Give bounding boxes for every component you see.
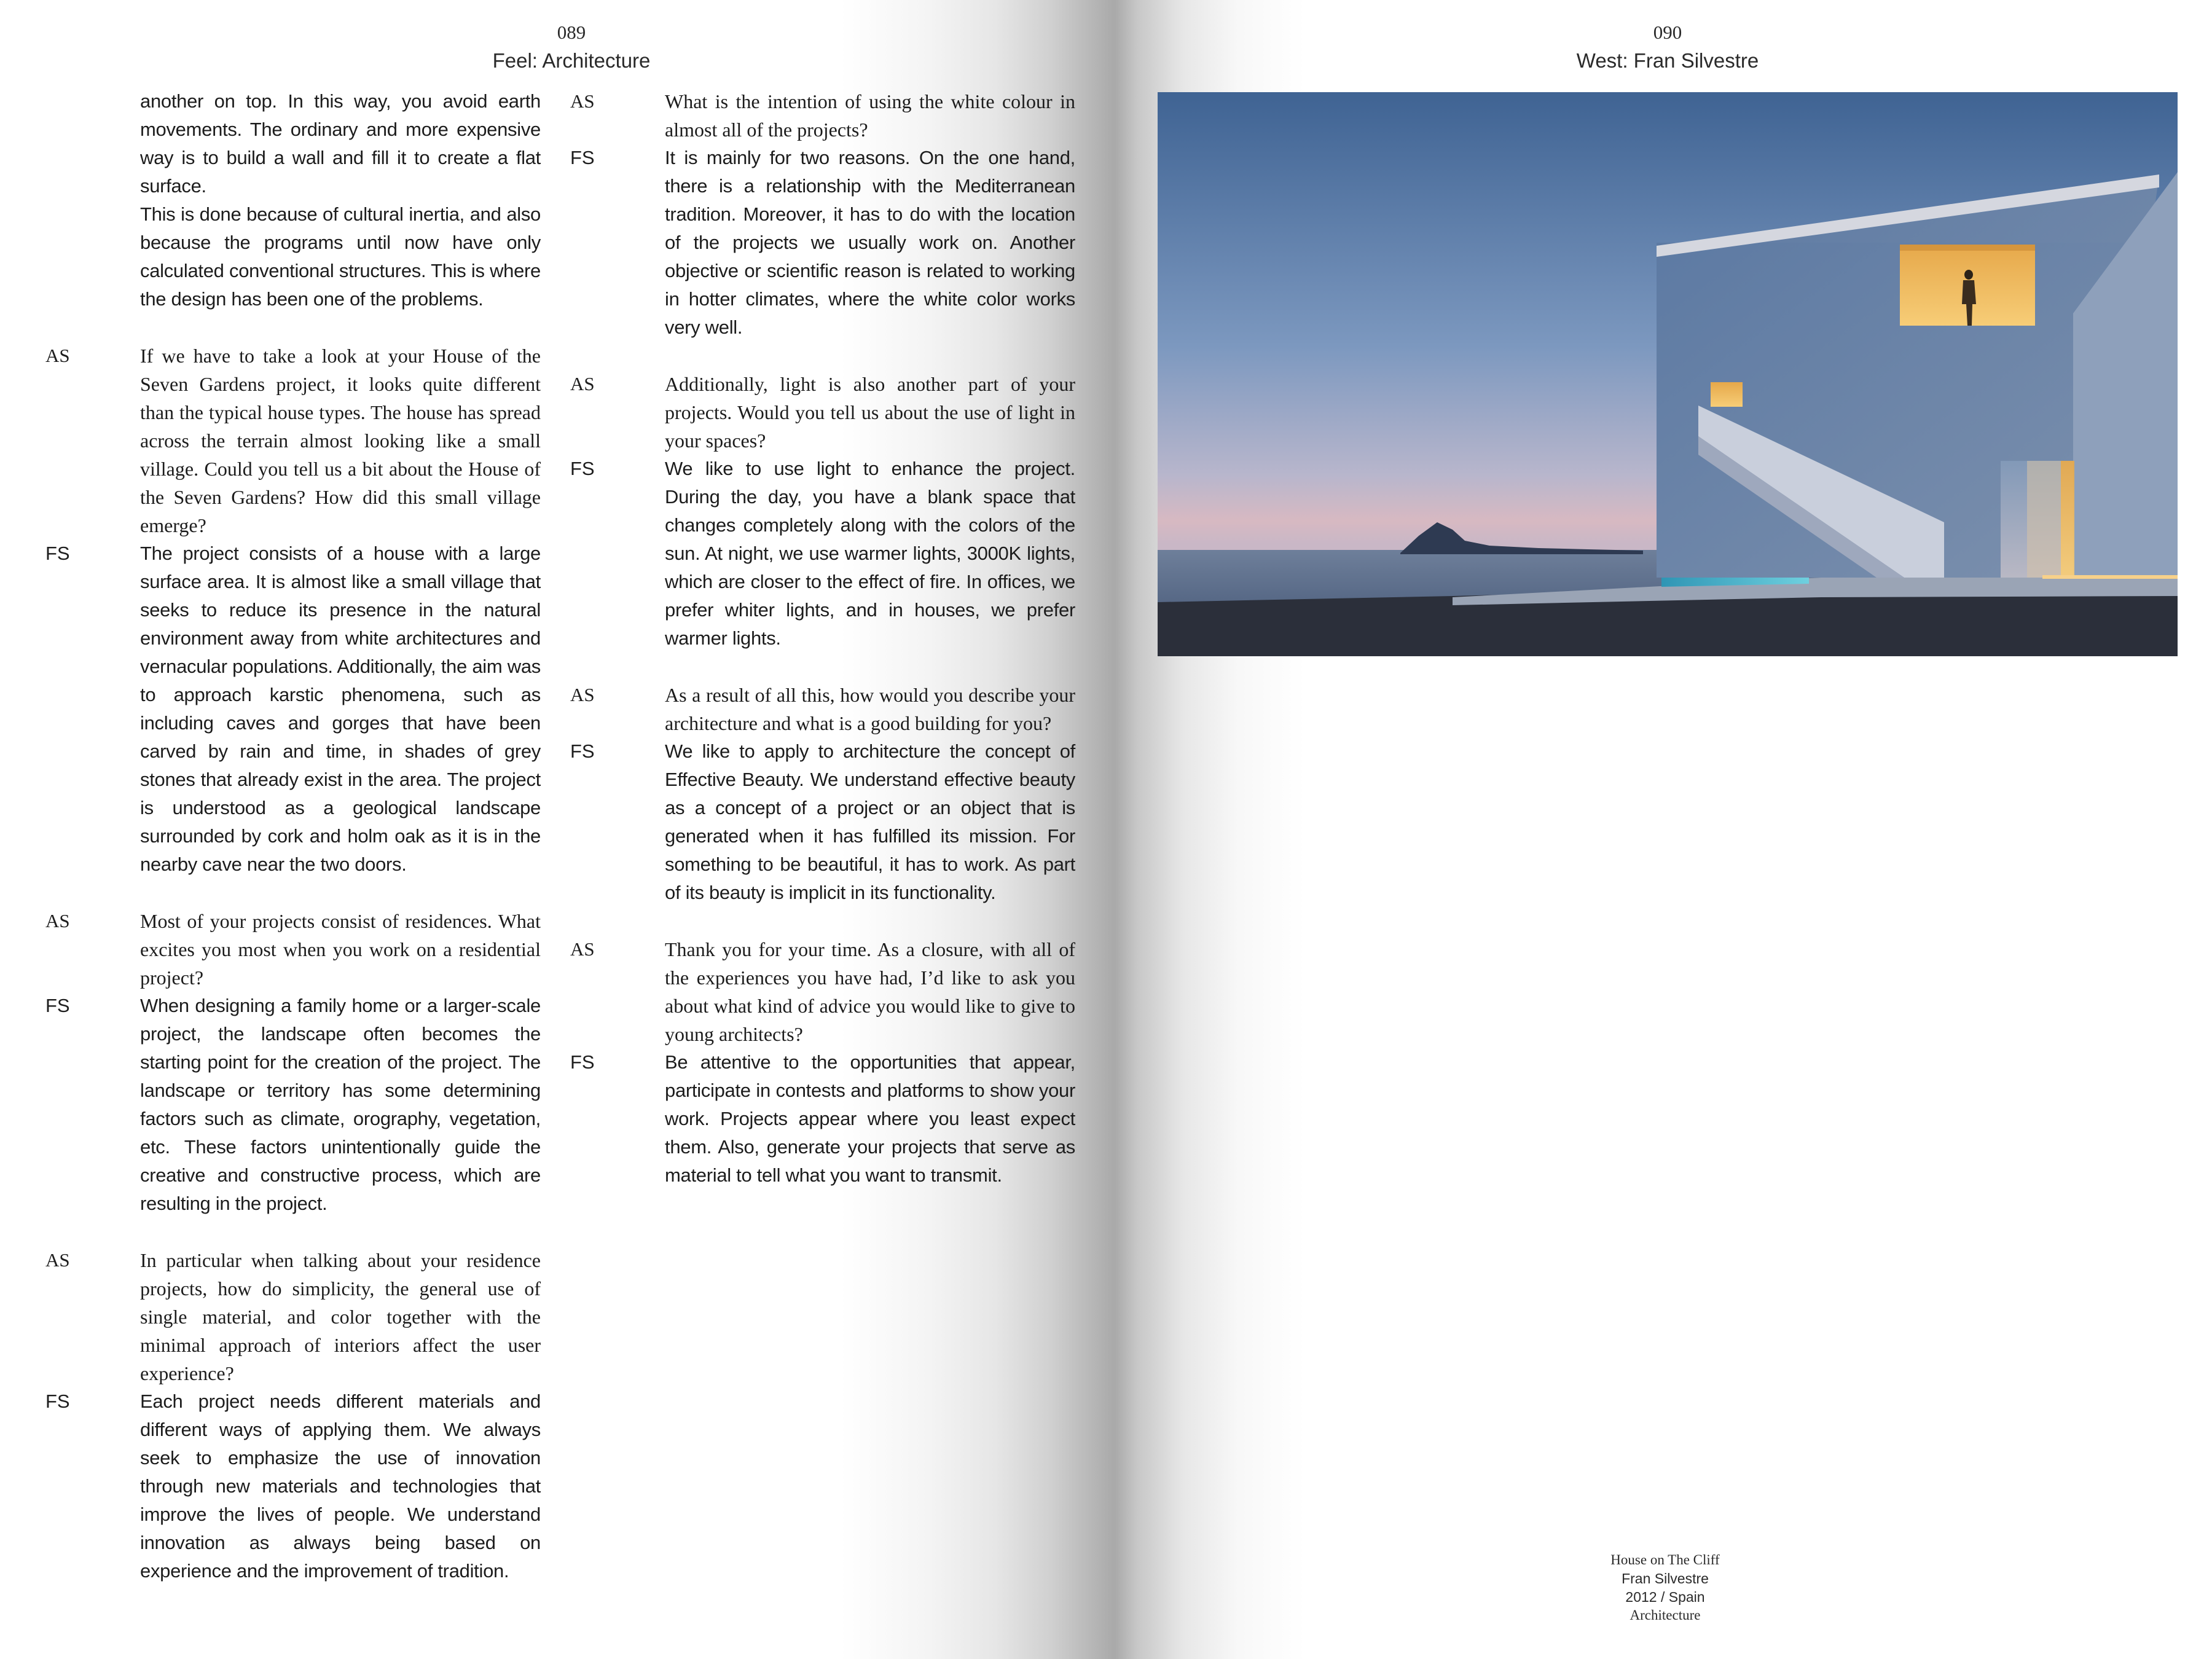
answer-block (45, 992, 541, 1218)
block-gap (570, 907, 1075, 935)
answer-block (45, 1387, 541, 1585)
block-gap (570, 342, 1075, 370)
question-text: Additionally, light is also another part of your projects. Would you tell us about the use of light in your spaces? (665, 373, 1075, 452)
speaker-label: AS (570, 938, 595, 960)
right-page-number: 090 (1653, 22, 1682, 43)
interview-column-1 (45, 87, 541, 1585)
right-page-section: West: Fran Silvestre (1576, 49, 1759, 72)
answer-block (45, 87, 541, 313)
answer-text: When designing a family home or a larger-scale project, the landscape often becomes the starting point for the creation of the project. The landscape or territory has some determining factors such as climate, orography, vegetation, etc. These factors unintentionally guide the creative and constructive process, which are resulting in the project. (140, 995, 541, 1214)
question-text: If we have to take a look at your House of the Seven Gardens project, it looks quite different than the typical house types. The house has spread across the terrain almost looking like a small village. Could you tell us a bit about the House of the Seven Gardens? How did this small village emerge? (140, 345, 541, 536)
answer-text: It is mainly for two reasons. On the one hand, there is a relationship with the Mediterranean tradition. Moreover, it has to do with the location of the projects we usually work on. Another objective or scientific reason is related to working in hotter climates, where the white color works very well. (665, 147, 1075, 338)
speaker-label: AS (45, 910, 70, 931)
answer-block (45, 539, 541, 879)
question-text: Most of your projects consist of residences. What excites you most when you work on a residential project? (140, 910, 541, 989)
answer-text: The project consists of a house with a large surface area. It is almost like a small village that seeks to reduce its presence in the natural environment away from white architectures and vernacular populations. Additionally, the aim was to approach karstic phenomena, such as including caves and gorges that have been carved by rain and time, in shades of grey stones that already exist in the area. The project is understood as a geological landscape surrounded by cork and holm oak as it is in the nearby cave near the two doors. (140, 543, 541, 875)
question-block (570, 87, 1075, 144)
interview-column-2 (570, 87, 1075, 1190)
question-text: What is the intention of using the white colour in almost all of the projects? (665, 90, 1075, 141)
answer-block (570, 1048, 1075, 1190)
answer-block (570, 144, 1075, 342)
question-block (570, 370, 1075, 455)
answer-text: another on top. In this way, you avoid earth movements. The ordinary and more expensive way is to build a wall and fill it to create a flat surface. (140, 90, 541, 197)
answer-block (570, 455, 1075, 653)
question-text: In particular when talking about your residence projects, how do simplicity, the general use of single material, and color together with the minimal approach of interiors affect the user experience? (140, 1249, 541, 1384)
answer-text: Be attentive to the opportunities that appear, participate in contests and platforms to show your work. Projects appear where you least expect them. Also, generate your projects that serve as material to tell what you want to transmit. (665, 1051, 1075, 1186)
speaker-label: AS (570, 90, 595, 112)
answer-text: We like to use light to enhance the project. During the day, you have a blank space that changes completely along with the colors of the sun. At night, we use warmer lights, 3000K lights, which are closer to the effect of fire. In offices, we prefer whiter lights, and in houses, we prefer warmer lights. (665, 458, 1075, 649)
speaker-label: AS (570, 373, 595, 394)
answer-block (570, 737, 1075, 907)
question-block (45, 907, 541, 992)
question-block (570, 681, 1075, 737)
question-block (45, 342, 541, 539)
speaker-label: AS (45, 345, 70, 366)
left-page-section: Feel: Architecture (492, 49, 651, 72)
block-gap (45, 879, 541, 907)
speaker-label: FS (45, 1390, 70, 1412)
caption-year-country: 2012 / Spain (1625, 1589, 1705, 1605)
question-block (570, 935, 1075, 1048)
right-page-header (1514, 18, 1821, 75)
speaker-label: FS (570, 147, 595, 168)
caption-architect: Fran Silvestre (1622, 1571, 1709, 1586)
speaker-label: FS (570, 740, 595, 762)
question-text: Thank you for your time. As a closure, with all of the experiences you have had, I’d like to ask you about what kind of advice you would like to give to young architects? (665, 938, 1075, 1045)
answer-text: This is done because of cultural inertia, and also because the programs until now have only calculated conventional structures. This is where the design has been one of the problems. (140, 203, 541, 310)
left-page-number: 089 (557, 22, 586, 43)
answer-text: We like to apply to architecture the concept of Effective Beauty. We understand effective beauty as a concept of a project or an object that is generated when it has fulfilled its mission. For something to be beautiful, it has to work. As part of its beauty is implicit in its functionality. (665, 740, 1075, 903)
answer-text: Each project needs different materials and different ways of applying them. We always seek to emphasize the use of innovation through new materials and technologies that improve the lives of people. We understand innovation as always being based on experience and the improvement of tradition. (140, 1390, 541, 1582)
speaker-label: FS (45, 543, 70, 564)
speaker-label: AS (45, 1249, 70, 1271)
speaker-label: FS (570, 458, 595, 479)
photo-caption (1542, 1551, 1788, 1625)
caption-title: House on The Cliff (1610, 1552, 1720, 1567)
house-on-the-cliff-photo (1158, 92, 2178, 656)
caption-category: Architecture (1630, 1607, 1701, 1623)
speaker-label: FS (570, 1051, 595, 1073)
block-gap (570, 653, 1075, 681)
block-gap (45, 1218, 541, 1246)
speaker-label: AS (570, 684, 595, 705)
question-block (45, 1246, 541, 1387)
left-page-header (418, 18, 725, 75)
speaker-label: FS (45, 995, 70, 1016)
block-gap (45, 313, 541, 342)
question-text: As a result of all this, how would you describe your architecture and what is a good building for you? (665, 684, 1075, 734)
